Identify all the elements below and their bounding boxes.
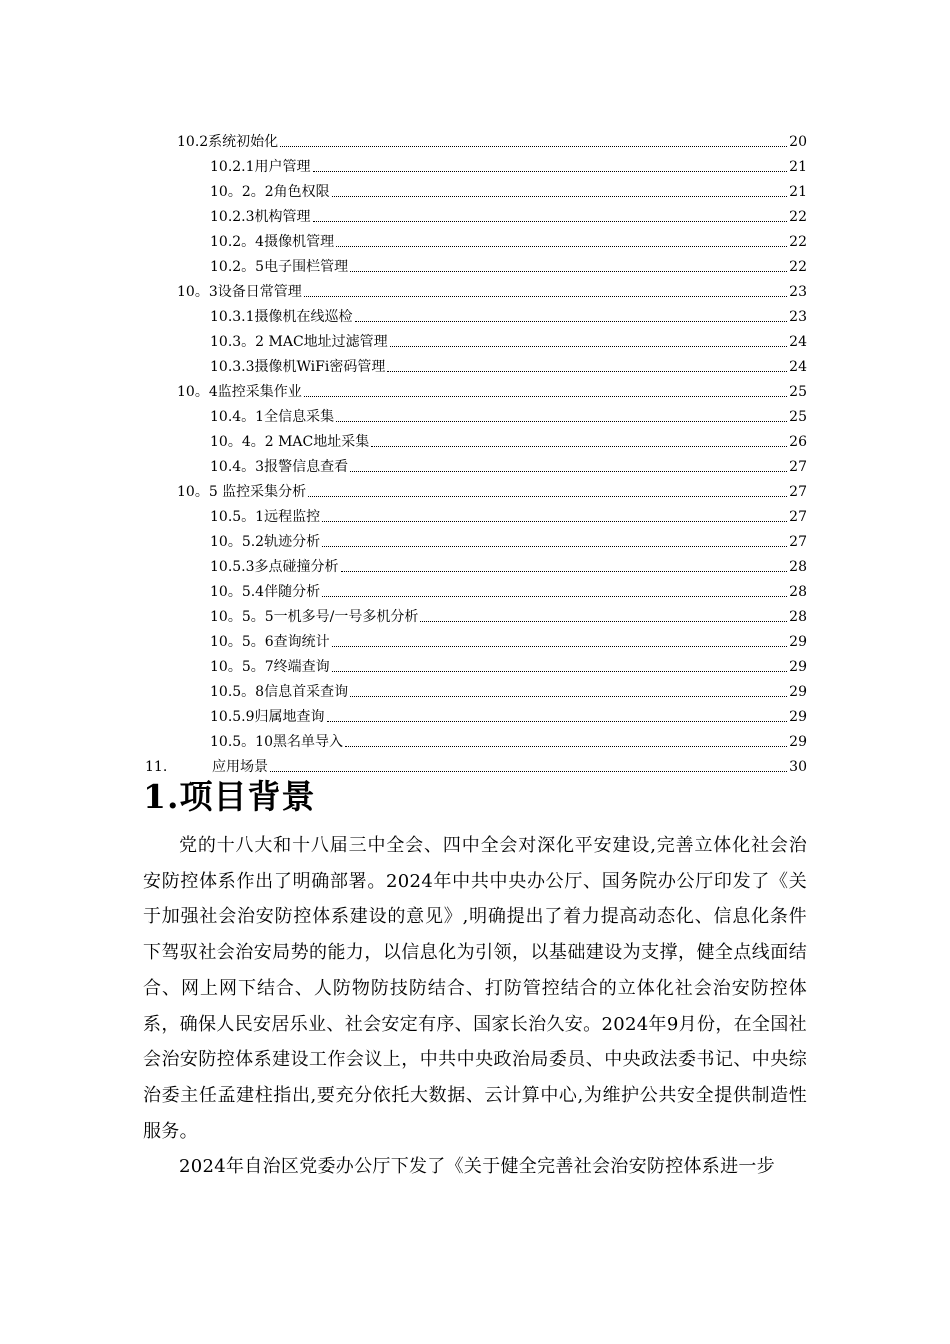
toc-entry-page: 24 [789,359,807,375]
toc-dot-leader [341,571,788,572]
toc-entry-page: 30 [789,759,807,775]
toc-dot-leader [350,471,787,472]
toc-dot-leader [313,171,788,172]
toc-dot-leader [308,496,787,497]
toc-entry-label: 10。5 监控采集分析 [177,484,307,500]
toc-dot-leader [355,321,788,322]
body-paragraph-2: 2024年自治区党委办公厅下发了《关于健全完善社会治安防控体系进一步 [179,1156,776,1178]
toc-entry-page: 23 [789,284,807,300]
toc-entry-page: 26 [789,434,807,450]
toc-dot-leader [322,596,787,597]
toc-entry-page: 21 [789,159,807,175]
toc-dot-leader [332,646,788,647]
toc-entry[interactable] [145,476,807,501]
toc-entry[interactable] [145,626,807,651]
toc-entry[interactable] [145,726,807,751]
toc-entry-page: 28 [789,609,807,625]
body-paragraph-1: 党的十八大和十八届三中全会、四中全会对深化平安建设,完善立体化社会治安防控体系作出了明确部署。2024年中共中央办公厅、国务院办公厅印发了《关于加强社会治安防控体系建设的意见》,明确提出了着力提高动态化、信息化条件下驾驭社会治安局势的能力，以信息化为引领，以基础建设为支撑，健全点线面结合、网上网下结合、人防物防技防结合、打防管控结合的立体化社会治安防控体系，确保人民安居乐业、社会安定有序、国家长治久安。2024年9月份，在全国社会治安防控体系建设工作会议上，中共中央政治局委员、中央政法委书记、中央综治委主任孟建柱指出,要充分依托大数据、云计算中心,为维护公共安全提供制造性服务。 [143,835,807,1142]
toc-dot-leader [332,196,788,197]
toc-entry-page: 29 [789,684,807,700]
toc-dot-leader [390,346,787,347]
toc-entry-label: 应用场景 [212,759,268,775]
toc-entry-page: 27 [789,534,807,550]
toc-entry[interactable] [145,126,807,151]
toc-entry[interactable] [145,176,807,201]
toc-entry[interactable] [145,351,807,376]
toc-entry-label: 10.2。5电子围栏管理 [210,259,349,275]
toc-entry-label: 10。4监控采集作业 [177,384,302,400]
toc-entry[interactable] [145,601,807,626]
toc-entry[interactable] [145,226,807,251]
toc-entry[interactable] [145,301,807,326]
toc-entry[interactable] [145,201,807,226]
toc-entry-page: 28 [789,584,807,600]
toc-entry-label: 10.5。1远程监控 [210,509,321,525]
toc-entry-page: 20 [789,134,807,150]
toc-entry-label: 10。5.4伴随分析 [210,584,321,600]
toc-entry-page: 22 [789,209,807,225]
toc-entry[interactable] [145,326,807,351]
toc-dot-leader [280,146,787,147]
toc-entry-page: 21 [789,184,807,200]
toc-entry-label: 10.5.3多点碰撞分析 [210,559,339,575]
section-body [143,828,807,1185]
toc-entry-page: 29 [789,659,807,675]
toc-dot-leader [387,371,787,372]
toc-entry-page: 22 [789,259,807,275]
toc-entry-label: 10.4。3报警信息查看 [210,459,349,475]
toc-entry-label: 10。5。7终端查询 [210,659,330,675]
toc-entry[interactable] [145,501,807,526]
toc-dot-leader [345,746,787,747]
toc-entry-page: 25 [789,384,807,400]
toc-dot-leader [322,521,787,522]
toc-entry-label: 10.3。2 MAC地址过滤管理 [210,334,388,350]
toc-entry[interactable] [145,701,807,726]
table-of-contents [145,126,807,776]
toc-entry-page: 29 [789,709,807,725]
toc-entry[interactable] [145,401,807,426]
toc-entry-number: 11. [145,759,168,775]
toc-entry-label: 10。5.2轨迹分析 [210,534,321,550]
toc-dot-leader [304,396,787,397]
toc-entry-page: 28 [789,559,807,575]
toc-entry[interactable] [145,376,807,401]
toc-dot-leader [371,446,787,447]
toc-entry[interactable] [145,251,807,276]
toc-entry-page: 25 [789,409,807,425]
toc-dot-leader [336,246,787,247]
toc-entry-label: 10。2。2角色权限 [210,184,330,200]
toc-entry-page: 23 [789,309,807,325]
toc-entry-page: 29 [789,734,807,750]
toc-entry[interactable] [145,151,807,176]
toc-entry-label: 10.4。1全信息采集 [210,409,335,425]
toc-entry-label: 10。5。5一机多号/一号多机分析 [210,609,419,625]
toc-entry-label: 10.3.3摄像机WiFi密码管理 [210,359,386,375]
toc-entry[interactable] [145,676,807,701]
toc-entry-page: 27 [789,459,807,475]
toc-entry-label: 10.5。8信息首采查询 [210,684,349,700]
toc-dot-leader [336,421,787,422]
toc-entry-page: 22 [789,234,807,250]
toc-entry-label: 10。3设备日常管理 [177,284,302,300]
toc-entry-label: 10。4。2 MAC地址采集 [210,434,370,450]
toc-entry-label: 10.2.3机构管理 [210,209,311,225]
toc-entry-page: 27 [789,509,807,525]
toc-dot-leader [322,546,787,547]
toc-entry[interactable] [145,651,807,676]
toc-entry-page: 27 [789,484,807,500]
toc-entry[interactable] [145,426,807,451]
toc-dot-leader [420,621,787,622]
toc-entry[interactable] [145,451,807,476]
toc-entry[interactable] [145,576,807,601]
toc-entry-label: 10。5。6查询统计 [210,634,330,650]
toc-entry-label: 10.2.1用户管理 [210,159,311,175]
toc-entry[interactable] [145,551,807,576]
toc-entry-label: 10.3.1摄像机在线巡检 [210,309,353,325]
toc-dot-leader [304,296,787,297]
toc-entry-label: 10.2。4摄像机管理 [210,234,335,250]
toc-dot-leader [350,271,787,272]
toc-entry-label: 10.5。10黑名单导入 [210,734,343,750]
toc-entry[interactable] [145,276,807,301]
toc-dot-leader [327,721,788,722]
toc-dot-leader [350,696,787,697]
toc-dot-leader [332,671,788,672]
toc-entry-label: 10.5.9归属地查询 [210,709,325,725]
toc-dot-leader [313,221,788,222]
toc-entry-page: 29 [789,634,807,650]
section-heading: 1.项目背景 [143,777,316,816]
toc-entry-label: 10.2系统初始化 [177,134,279,150]
toc-entry-page: 24 [789,334,807,350]
toc-entry[interactable] [145,526,807,551]
toc-dot-leader [270,771,787,772]
